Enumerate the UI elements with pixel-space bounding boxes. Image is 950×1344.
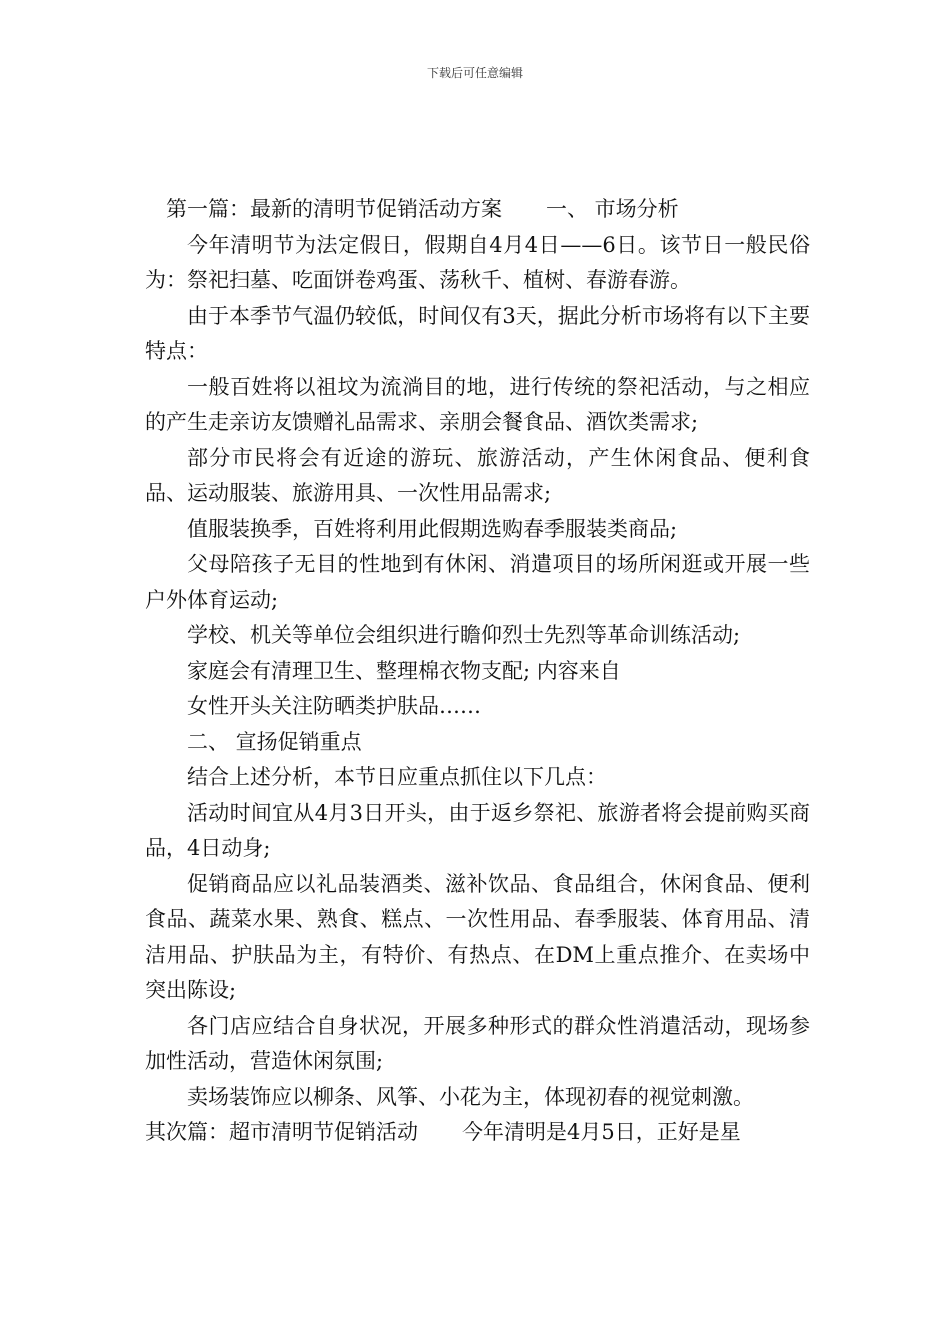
section-heading-1: 一、 市场分析 (546, 197, 679, 221)
second-article-title: 其次篇：超市清明节促销活动 (145, 1120, 418, 1144)
paragraph: 家庭会有清理卫生、整理棉衣物支配; 内容来自 (187, 658, 621, 683)
document-title-line (145, 192, 810, 228)
paragraph: 父母陪孩子无目的性地到有休闲、消遣项目的场所闲逛或开展一些户外体育运动; (145, 552, 810, 612)
paragraph: 各门店应结合自身状况，开展多种形式的群众性消遣活动，现场参加性活动，营造休闲氛围; (145, 1013, 810, 1073)
paragraph: 由于本季节气温仍较低，时间仅有3天，据此分析市场将有以下主要特点： (145, 303, 810, 363)
second-article-start: 今年清明是4月5日，正好是星 (462, 1120, 741, 1144)
paragraph: 卖场装饰应以柳条、风筝、小花为主，体现初春的视觉刺激。 (187, 1084, 754, 1109)
paragraph: 女性开头关注防晒类护肤品…… (187, 694, 481, 718)
document-title: 第一篇：最新的清明节促销活动方案 (166, 197, 502, 221)
page-header: 下载后可任意编辑 (426, 66, 523, 80)
paragraph: 今年清明节为法定假日，假期自4月4日——6日。该节日一般民俗为：祭祀扫墓、吃面饼卷鸡蛋、荡秋千、植树、春游春游。 (145, 232, 810, 292)
second-article-line (145, 1115, 810, 1151)
paragraph: 值服装换季，百姓将利用此假期选购春季服装类商品; (187, 516, 678, 541)
paragraph: 部分市民将会有近途的游玩、旅游活动，产生休闲食品、便利食品、运动服装、旅游用具、一次性用品需求; (145, 445, 810, 505)
document-body (145, 192, 810, 1151)
section-heading-2: 二、 宣扬促销重点 (187, 729, 362, 754)
paragraph: 促销商品应以礼品装酒类、滋补饮品、食品组合，休闲食品、便利食品、蔬菜水果、熟食、糕点、一次性用品、春季服装、体育用品、清洁用品、护肤品为主，有特价、有热点、在DM上重点推介、在卖场中突出陈设; (145, 871, 810, 1002)
paragraph: 学校、机关等单位会组织进行瞻仰烈士先烈等革命训练活动; (187, 623, 741, 647)
paragraph: 结合上述分析，本节日应重点抓住以下几点： (187, 765, 607, 789)
paragraph: 一般百姓将以祖坟为流淌目的地，进行传统的祭祀活动，与之相应的产生走亲访友馈赠礼品需求、亲朋会餐食品、酒饮类需求; (145, 374, 810, 434)
paragraph: 活动时间宜从4月3日开头，由于返乡祭祀、旅游者将会提前购买商品，4日动身; (145, 800, 810, 860)
